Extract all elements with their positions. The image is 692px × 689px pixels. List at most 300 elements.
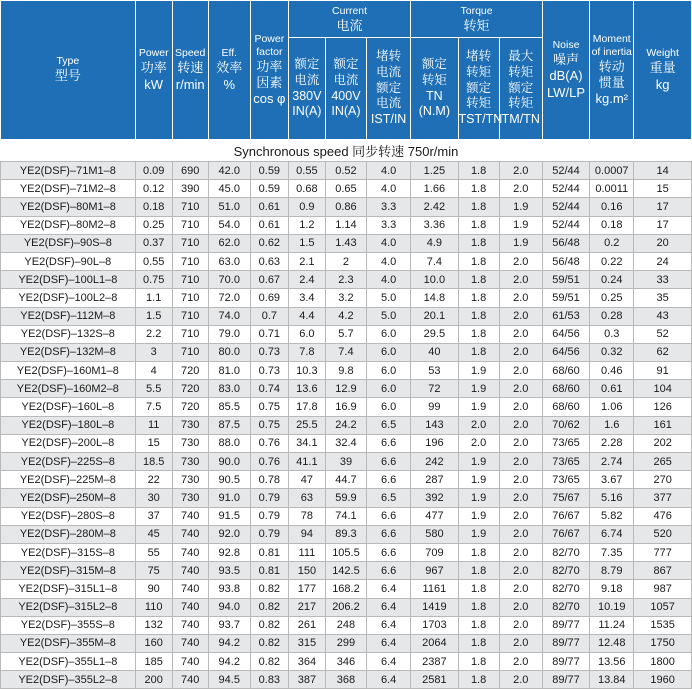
h-cur400-l3: 400V (331, 88, 361, 103)
table-cell: 0.82 (250, 616, 288, 634)
table-cell: 2.1 (288, 252, 325, 270)
table-cell: 346 (325, 653, 366, 671)
table-cell: 730 (172, 489, 208, 507)
table-cell: 82/70 (542, 562, 589, 580)
table-cell: 68/60 (542, 380, 589, 398)
table-cell: 1.8 (458, 198, 499, 216)
table-cell: 1.8 (458, 343, 499, 361)
table-cell: 0.55 (288, 162, 325, 180)
table-cell: 70/62 (542, 416, 589, 434)
header-eff-unit: % (223, 76, 236, 92)
h-cur380-l4: IN(A) (292, 104, 322, 119)
table-cell: 80.0 (208, 343, 250, 361)
table-row (1, 380, 692, 398)
table-cell: 91 (634, 362, 692, 380)
table-cell: YE2(DSF)–160M1–8 (1, 362, 136, 380)
table-cell: 6.6 (367, 434, 411, 452)
table-cell: 56/48 (542, 234, 589, 252)
table-cell: 6.0 (367, 380, 411, 398)
table-cell: 0.61 (250, 198, 288, 216)
table-cell: 1.8 (458, 307, 499, 325)
table-row (1, 634, 692, 652)
table-cell: 88.0 (208, 434, 250, 452)
table-cell: 6.6 (367, 507, 411, 525)
table-cell: 2.0 (499, 634, 542, 652)
table-cell: 1.66 (411, 180, 458, 198)
table-cell: 43 (634, 307, 692, 325)
table-cell: 364 (288, 653, 325, 671)
table-cell: 0.3 (590, 325, 634, 343)
table-cell: 83.0 (208, 380, 250, 398)
table-cell: 6.6 (367, 562, 411, 580)
table-cell: 1161 (411, 580, 458, 598)
table-cell: 12.48 (590, 634, 634, 652)
table-cell: 777 (634, 543, 692, 561)
table-cell: 261 (288, 616, 325, 634)
header-type-en: Type (56, 55, 80, 68)
table-cell: 6.0 (367, 325, 411, 343)
table-cell: 377 (634, 489, 692, 507)
header-weight-cn: 重量 (649, 60, 676, 76)
table-cell: 0.83 (250, 671, 288, 689)
table-cell: 52/44 (542, 180, 589, 198)
table-cell: 0.22 (590, 252, 634, 270)
table-cell: 17 (634, 216, 692, 234)
table-cell: 89.3 (325, 525, 366, 543)
table-cell: 720 (172, 398, 208, 416)
table-cell: 73/65 (542, 471, 589, 489)
table-cell: 690 (172, 162, 208, 180)
table-row (1, 398, 692, 416)
table-cell: 710 (172, 307, 208, 325)
header-inertia-cn1: 转动 (598, 58, 625, 74)
table-cell: 4.0 (367, 234, 411, 252)
table-cell: 6.4 (367, 580, 411, 598)
table-cell: 13.56 (590, 653, 634, 671)
table-cell: 33 (634, 271, 692, 289)
table-cell: 2.0 (499, 325, 542, 343)
header-type (1, 1, 136, 140)
table-cell: YE2(DSF)–355L1–8 (1, 653, 136, 671)
header-torque-group (411, 1, 543, 38)
table-cell: 5.82 (590, 507, 634, 525)
table-cell: 1.8 (458, 289, 499, 307)
table-cell: 94.5 (208, 671, 250, 689)
table-cell: 64/56 (542, 343, 589, 361)
h-curist-l5: IST/IN (370, 111, 407, 126)
table-cell: 4.0 (367, 180, 411, 198)
section-title: Synchronous speed 同步转速 750r/min (1, 140, 692, 162)
table-cell: 2.0 (499, 416, 542, 434)
table-cell: 52/44 (542, 198, 589, 216)
table-row (1, 416, 692, 434)
table-cell: 6.4 (367, 671, 411, 689)
table-cell: 32.4 (325, 434, 366, 452)
table-cell: 51.0 (208, 198, 250, 216)
table-cell: YE2(DSF)–80M2–8 (1, 216, 136, 234)
header-pf-en: Power factor (254, 32, 285, 58)
header-torque-tst (458, 38, 503, 140)
table-cell: YE2(DSF)–100L2–8 (1, 289, 136, 307)
header-current-380v (288, 38, 325, 140)
table-cell: 0.61 (590, 380, 634, 398)
table-cell: 37 (135, 507, 172, 525)
table-cell: 2581 (411, 671, 458, 689)
table-cell: 79.0 (208, 325, 250, 343)
table-cell: 52/44 (542, 162, 589, 180)
table-cell: 2.2 (135, 325, 172, 343)
table-cell: 3 (135, 343, 172, 361)
table-row (1, 216, 692, 234)
table-cell: 987 (634, 580, 692, 598)
table-cell: 93.5 (208, 562, 250, 580)
table-row (1, 489, 692, 507)
table-cell: 5.5 (135, 380, 172, 398)
table-cell: 4.9 (411, 234, 458, 252)
table-cell: 315 (288, 634, 325, 652)
table-cell: 2.0 (499, 343, 542, 361)
table-cell: 1535 (634, 616, 692, 634)
header-eff-cn: 效率 (216, 60, 243, 76)
table-cell: 0.82 (250, 580, 288, 598)
table-cell: 1.6 (590, 416, 634, 434)
table-cell: 53 (411, 362, 458, 380)
header-torque-cn: 转矩 (463, 17, 490, 33)
table-cell: 0.78 (250, 471, 288, 489)
table-cell: 740 (172, 634, 208, 652)
table-cell: 0.25 (135, 216, 172, 234)
table-cell: 35 (634, 289, 692, 307)
header-current-en: Current (332, 5, 368, 18)
header-power (135, 1, 172, 140)
table-cell: 710 (172, 234, 208, 252)
table-cell: 1.25 (411, 162, 458, 180)
h-cur380-l3: 380V (292, 88, 322, 103)
table-cell: 1.1 (135, 289, 172, 307)
table-cell: 5.0 (367, 289, 411, 307)
table-cell: 104 (634, 380, 692, 398)
header-speed-cn: 转速 (177, 60, 204, 76)
table-cell: 0.75 (250, 398, 288, 416)
table-cell: 740 (172, 653, 208, 671)
header-type-cn: 型号 (54, 68, 81, 84)
table-cell: 132 (135, 616, 172, 634)
header-current-group (288, 1, 410, 38)
h-curist-l2: 电流 (376, 65, 402, 80)
header-pf-unit: cos φ (253, 91, 286, 107)
table-cell: 126 (634, 398, 692, 416)
table-cell: 1.8 (458, 180, 499, 198)
table-row (1, 180, 692, 198)
table-cell: YE2(DSF)–315M–8 (1, 562, 136, 580)
table-header (1, 1, 692, 140)
table-cell: 76/67 (542, 525, 589, 543)
h-tst-l2: 转矩 (466, 65, 492, 80)
table-cell: 0.09 (135, 162, 172, 180)
table-cell: 93.8 (208, 580, 250, 598)
table-cell: 111 (288, 543, 325, 561)
table-row (1, 362, 692, 380)
table-cell: 0.81 (250, 543, 288, 561)
table-cell: 0.73 (250, 362, 288, 380)
table-cell: 1.5 (135, 307, 172, 325)
table-cell: 76/67 (542, 507, 589, 525)
table-cell: 0.86 (325, 198, 366, 216)
table-cell: 6.5 (367, 489, 411, 507)
table-cell: 0.2 (590, 234, 634, 252)
table-cell: 0.76 (250, 434, 288, 452)
table-cell: 2.0 (499, 598, 542, 616)
table-cell: 0.46 (590, 362, 634, 380)
table-cell: YE2(DSF)–315S–8 (1, 543, 136, 561)
table-cell: 0.52 (325, 162, 366, 180)
table-cell: 0.79 (250, 489, 288, 507)
table-cell: 7.8 (288, 343, 325, 361)
table-cell: 242 (411, 453, 458, 471)
table-cell: 740 (172, 580, 208, 598)
table-cell: 0.68 (288, 180, 325, 198)
table-cell: 70.0 (208, 271, 250, 289)
table-cell: 202 (634, 434, 692, 452)
table-cell: 5.7 (325, 325, 366, 343)
table-cell: 265 (634, 453, 692, 471)
table-row (1, 616, 692, 634)
table-cell: 1.8 (458, 271, 499, 289)
table-cell: 4.2 (325, 307, 366, 325)
table-cell: 160 (135, 634, 172, 652)
table-row (1, 507, 692, 525)
table-cell: 1.06 (590, 398, 634, 416)
header-speed-unit: r/min (175, 76, 205, 92)
table-cell: 1.8 (458, 252, 499, 270)
table-cell: 2.3 (325, 271, 366, 289)
table-cell: 91.0 (208, 489, 250, 507)
table-cell: 710 (172, 289, 208, 307)
header-power-unit: kW (144, 76, 164, 92)
table-cell: 72 (411, 380, 458, 398)
header-noise-unit: dB(A) (549, 68, 583, 84)
table-cell: 1.2 (288, 216, 325, 234)
table-cell: 1.9 (458, 525, 499, 543)
table-body (1, 140, 692, 689)
table-row (1, 543, 692, 561)
table-row (1, 580, 692, 598)
table-cell: 710 (172, 343, 208, 361)
header-eff (208, 1, 250, 140)
table-cell: YE2(DSF)–355M–8 (1, 634, 136, 652)
table-cell: YE2(DSF)–132M–8 (1, 343, 136, 361)
table-cell: 4.0 (367, 162, 411, 180)
h-curist-l3: 额定 (376, 80, 402, 95)
table-row (1, 434, 692, 452)
table-cell: 87.5 (208, 416, 250, 434)
table-cell: 2.0 (458, 416, 499, 434)
table-cell: 55 (135, 543, 172, 561)
table-cell: 44.7 (325, 471, 366, 489)
table-cell: 2.0 (499, 471, 542, 489)
table-cell: 78 (288, 507, 325, 525)
table-cell: 185 (135, 653, 172, 671)
table-cell: 94.0 (208, 598, 250, 616)
table-cell: 1.8 (458, 162, 499, 180)
table-cell: 196 (411, 434, 458, 452)
table-cell: 63 (288, 489, 325, 507)
table-cell: 2.0 (499, 271, 542, 289)
table-cell: 0.69 (250, 289, 288, 307)
table-cell: 0.0011 (590, 180, 634, 198)
table-cell: 740 (172, 671, 208, 689)
table-cell: 90 (135, 580, 172, 598)
table-cell: YE2(DSF)–280S–8 (1, 507, 136, 525)
table-cell: 15 (135, 434, 172, 452)
table-cell: 93.7 (208, 616, 250, 634)
table-cell: 6.0 (367, 362, 411, 380)
table-cell: 730 (172, 453, 208, 471)
table-cell: 2.0 (499, 507, 542, 525)
table-cell: 105.5 (325, 543, 366, 561)
table-cell: 1750 (634, 634, 692, 652)
table-cell: 73/65 (542, 453, 589, 471)
table-cell: 720 (172, 380, 208, 398)
table-cell: 3.36 (411, 216, 458, 234)
table-cell: 3.4 (288, 289, 325, 307)
table-cell: 368 (325, 671, 366, 689)
table-cell: 2.0 (458, 434, 499, 452)
table-cell: 3.3 (367, 198, 411, 216)
table-cell: 1.9 (499, 216, 542, 234)
table-cell: 270 (634, 471, 692, 489)
table-row (1, 271, 692, 289)
table-cell: 11.24 (590, 616, 634, 634)
table-cell: 143 (411, 416, 458, 434)
table-cell: 867 (634, 562, 692, 580)
table-cell: 2.0 (499, 180, 542, 198)
table-cell: 1.8 (458, 653, 499, 671)
table-cell: YE2(DSF)–90S–8 (1, 234, 136, 252)
table-cell: 2.0 (499, 252, 542, 270)
table-cell: YE2(DSF)–225M–8 (1, 471, 136, 489)
table-cell: 85.5 (208, 398, 250, 416)
table-cell: YE2(DSF)–225S–8 (1, 453, 136, 471)
table-cell: 2387 (411, 653, 458, 671)
table-cell: 1.8 (458, 562, 499, 580)
table-row (1, 525, 692, 543)
header-noise (542, 1, 589, 140)
table-cell: 0.16 (590, 198, 634, 216)
table-cell: 29.5 (411, 325, 458, 343)
table-cell: 6.74 (590, 525, 634, 543)
table-cell: 7.4 (411, 252, 458, 270)
table-cell: 6.4 (367, 616, 411, 634)
table-cell: 0.59 (250, 162, 288, 180)
table-cell: 0.62 (250, 234, 288, 252)
table-cell: 17 (634, 198, 692, 216)
table-cell: 4.4 (288, 307, 325, 325)
h-tm-l4: 转矩 (508, 96, 534, 111)
table-cell: 18.5 (135, 453, 172, 471)
table-cell: 89/77 (542, 653, 589, 671)
table-cell: 2.0 (499, 380, 542, 398)
table-cell: 2.42 (411, 198, 458, 216)
table-cell: 200 (135, 671, 172, 689)
table-cell: 740 (172, 562, 208, 580)
table-row (1, 325, 692, 343)
table-cell: 13.6 (288, 380, 325, 398)
table-cell: 0.24 (590, 271, 634, 289)
table-cell: 730 (172, 434, 208, 452)
table-cell: 59/51 (542, 289, 589, 307)
table-cell: 20 (634, 234, 692, 252)
table-cell: 1.9 (458, 380, 499, 398)
table-cell: 740 (172, 616, 208, 634)
table-cell: 6.5 (367, 416, 411, 434)
table-cell: 0.25 (590, 289, 634, 307)
table-cell: 6.4 (367, 653, 411, 671)
table-cell: 94 (288, 525, 325, 543)
h-tm-l1: 最大 (508, 49, 534, 64)
header-inertia-unit: kg.m² (595, 91, 628, 107)
table-cell: YE2(DSF)–200L–8 (1, 434, 136, 452)
table-cell: 10.19 (590, 598, 634, 616)
table-cell: 7.5 (135, 398, 172, 416)
table-cell: 520 (634, 525, 692, 543)
table-cell: 740 (172, 525, 208, 543)
table-cell: 0.82 (250, 598, 288, 616)
table-cell: 90.5 (208, 471, 250, 489)
table-cell: 0.74 (250, 380, 288, 398)
table-row (1, 653, 692, 671)
table-cell: 82/70 (542, 543, 589, 561)
table-cell: YE2(DSF)–280M–8 (1, 525, 136, 543)
table-cell: 89/77 (542, 634, 589, 652)
header-weight (634, 1, 692, 140)
table-cell: 6.6 (367, 543, 411, 561)
table-cell: 7.35 (590, 543, 634, 561)
header-inertia (590, 1, 634, 140)
header-torque-tm (499, 38, 542, 140)
table-cell: 16.9 (325, 398, 366, 416)
table-row (1, 162, 692, 180)
header-power-factor (250, 1, 288, 140)
table-cell: 0.55 (135, 252, 172, 270)
table-row (1, 198, 692, 216)
table-cell: 2.0 (499, 653, 542, 671)
table-cell: 0.82 (250, 634, 288, 652)
table-cell: 710 (172, 325, 208, 343)
h-cur380-l1: 额定 (294, 57, 320, 72)
table-cell: 12.9 (325, 380, 366, 398)
table-cell: 580 (411, 525, 458, 543)
table-cell: 0.59 (250, 180, 288, 198)
table-cell: 72.0 (208, 289, 250, 307)
h-tn-l1: 额定 (421, 57, 447, 72)
table-cell: YE2(DSF)–180L–8 (1, 416, 136, 434)
h-cur400-l2: 电流 (333, 72, 359, 87)
table-cell: 1.8 (458, 598, 499, 616)
table-cell: 2.0 (499, 580, 542, 598)
table-cell: 4 (135, 362, 172, 380)
table-cell: 0.37 (135, 234, 172, 252)
table-cell: 74.1 (325, 507, 366, 525)
table-cell: 168.2 (325, 580, 366, 598)
table-cell: YE2(DSF)–71M1–8 (1, 162, 136, 180)
table-cell: 6.6 (367, 525, 411, 543)
table-cell: YE2(DSF)–132S–8 (1, 325, 136, 343)
table-cell: 0.65 (325, 180, 366, 198)
header-current-ist (367, 38, 411, 140)
table-cell: 42.0 (208, 162, 250, 180)
table-cell: 6.4 (367, 634, 411, 652)
